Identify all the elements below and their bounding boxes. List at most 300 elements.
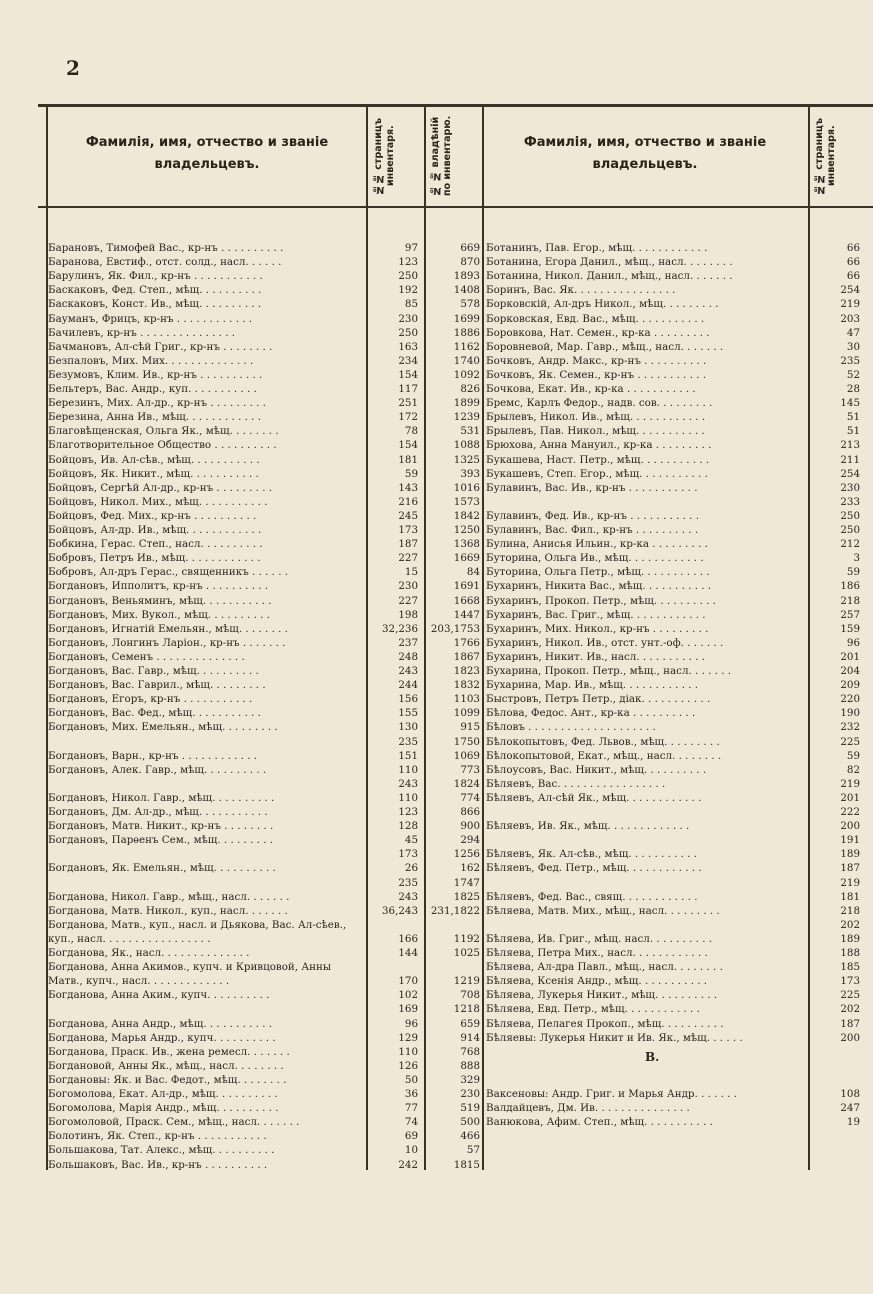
list-item — [486, 736, 862, 749]
list-item — [486, 313, 862, 326]
list-item — [48, 425, 480, 438]
list-item — [48, 1159, 480, 1172]
list-item — [48, 1018, 480, 1031]
inventory-page: 47 — [846, 326, 860, 339]
owner-name: Бухарина, Мар. Ив., мѣщ. . . . . . . . . . . . — [486, 679, 699, 692]
list-item — [486, 693, 862, 706]
holding-number: 84 — [466, 566, 480, 579]
inventory-page: 102 — [398, 989, 418, 1002]
list-item — [486, 510, 862, 523]
list-item — [48, 298, 480, 311]
owner-name: Богданова, Матв. Никол., куп., насл. . . . . . . — [48, 904, 288, 917]
inventory-page: 154 — [398, 439, 418, 452]
owner-name: Букашева, Наст. Петр., мѣщ. . . . . . . . . . . — [486, 453, 710, 466]
holding-number: 708 — [460, 989, 480, 1002]
list-item — [486, 327, 862, 340]
inventory-page: 96 — [846, 636, 860, 649]
list-item — [486, 848, 862, 861]
inventory-page: 85 — [404, 298, 418, 311]
inventory-page: 144 — [398, 947, 418, 959]
holding-number: 1219 — [453, 975, 480, 988]
inventory-page: 155 — [398, 707, 418, 720]
list-item — [48, 933, 480, 946]
holding-number: 1691 — [453, 580, 480, 593]
inventory-page: 97 — [404, 242, 418, 254]
list-item — [48, 961, 480, 974]
list-item — [48, 877, 480, 890]
list-item — [486, 665, 862, 678]
list-item — [486, 256, 862, 269]
owner-name: Бѣляева, Евд. Петр., мѣщ. . . . . . . . . . . . — [486, 1003, 700, 1016]
inventory-page: 234 — [398, 354, 418, 367]
owner-name: Березина, Анна Ив., мѣщ. . . . . . . . . . . . — [48, 411, 261, 424]
list-item — [48, 651, 480, 664]
inventory-page: 32,236 — [381, 622, 418, 635]
owner-name: Буторина, Ольга Ив., мѣщ. . . . . . . . . . . . — [486, 552, 704, 565]
owner-name: Ботанинъ, Пав. Егор., мѣщ. . . . . . . . . . . . — [486, 242, 708, 254]
owner-name: Букашевъ, Степ. Егор., мѣщ. . . . . . . . . . . — [486, 467, 708, 480]
inventory-page: 51 — [846, 411, 860, 424]
owner-name: Брюхова, Анна Мануил., кр-ка . . . . . . . . . — [486, 439, 712, 452]
owner-name: Богомоловой, Праск. Сем., мѣщ., насл. . . . . . . — [48, 1116, 300, 1129]
inventory-page: 232 — [840, 721, 860, 734]
holding-number: 870 — [460, 256, 480, 269]
list-item — [48, 595, 480, 608]
list-item — [486, 298, 862, 311]
list-item — [48, 637, 480, 650]
owner-name: Бѣляевъ, Як. Ал-сѣв., мѣщ. . . . . . . . . . . — [486, 848, 698, 861]
holding-number: 329 — [460, 1073, 480, 1086]
inventory-page: 202 — [840, 918, 860, 931]
owner-name: Богдановъ, Игнатій Емельян., мѣщ. . . . . . . . — [48, 622, 288, 635]
owner-name: Богдановъ, Семенъ . . . . . . . . . . . . . . — [48, 650, 245, 663]
owner-name: Бойцовъ, Никол. Мих., мѣщ. . . . . . . . . . . — [48, 495, 268, 508]
owner-name: Богданова, Матв., куп., насл. и Дьякова, Вас. Ал-сѣев., — [48, 918, 347, 931]
inventory-page: 45 — [404, 834, 418, 847]
list-item — [486, 933, 862, 946]
owner-name: Бухаринъ, Мих. Никол., кр-нъ . . . . . . . . . — [486, 622, 709, 635]
owner-name: Богдановы: Як. и Вас. Федот., мѣщ. . . . . . . . — [48, 1073, 287, 1086]
inventory-page: 235 — [398, 876, 418, 889]
holding-number: 1886 — [453, 326, 480, 339]
inventory-page: 198 — [398, 608, 418, 621]
list-item — [48, 1032, 480, 1045]
list-item — [486, 284, 862, 297]
holding-number: 1250 — [453, 524, 480, 536]
inventory-page: 166 — [398, 932, 418, 945]
holding-number: 1239 — [453, 411, 480, 424]
inventory-page: 30 — [846, 340, 860, 353]
inventory-page: 222 — [840, 806, 860, 818]
list-item — [486, 820, 862, 833]
owner-name: Барулинъ, Як. Фил., кр-нъ . . . . . . . . . . . — [48, 270, 263, 283]
owner-name: Богдановъ, Парѳенъ Сем., мѣщ. . . . . . . . . — [48, 834, 274, 847]
owner-name: Бѣлоусовъ, Вас. Никит., мѣщ. . . . . . . . . . — [486, 763, 707, 776]
owner-name: Бѣляевъ, Фед. Петр., мѣщ. . . . . . . . . . . . — [486, 862, 702, 875]
list-item — [486, 609, 862, 622]
list-item — [48, 1130, 480, 1143]
list-item — [486, 439, 862, 452]
list-item — [486, 1088, 862, 1101]
owner-name: Богданова, Анна Андр., мѣщ. . . . . . . . . . . — [48, 1017, 273, 1030]
top-rule — [38, 104, 873, 107]
owner-name: Буторина, Ольга Петр., мѣщ. . . . . . . . . . . — [486, 566, 710, 579]
list-item — [486, 496, 862, 509]
owner-name: Бѣляева, Ксенія Андр., мѣщ. . . . . . . . . . . — [486, 975, 708, 988]
owner-name: Безумовъ, Клим. Ив., кр-нъ . . . . . . . . . . — [48, 368, 263, 381]
inventory-page: 3 — [853, 552, 860, 565]
owner-name: Ваксеновы: Андр. Григ. и Марья Андр. . . . . . . — [486, 1088, 738, 1100]
holding-number: 1408 — [453, 284, 480, 297]
inventory-page: 28 — [846, 383, 860, 395]
owner-name: Богдановъ, Егоръ, кр-нъ . . . . . . . . . . . — [48, 693, 253, 706]
list-item — [48, 764, 480, 777]
owner-name: Богданова, Анна Аким., купч. . . . . . . . . . — [48, 989, 270, 1002]
list-item — [48, 693, 480, 706]
owner-name: Богдановъ, Матв. Никит., кр-нъ . . . . . . . . — [48, 820, 274, 833]
list-item — [48, 355, 480, 368]
holding-number: 1740 — [453, 354, 480, 367]
inventory-page: 243 — [398, 777, 418, 790]
list-item — [48, 750, 480, 763]
inventory-page: 191 — [840, 834, 860, 847]
list-item — [48, 270, 480, 283]
owner-name: Бѣляева, Ив. Григ., мѣщ. насл. . . . . . . . . . — [486, 932, 713, 945]
owner-name: Боровкова, Нат. Семен., кр-ка . . . . . . . . . — [486, 326, 710, 339]
inventory-page: 209 — [840, 679, 860, 692]
inventory-page: 51 — [846, 425, 860, 438]
inventory-page: 248 — [398, 650, 418, 663]
list-item — [48, 1102, 480, 1115]
owner-name: Богдановъ, Як. Емельян., мѣщ. . . . . . . . . . — [48, 862, 276, 875]
page-number: 2 — [66, 56, 80, 80]
inventory-page: 110 — [398, 1045, 418, 1058]
owner-name: Матв., купч., насл. . . . . . . . . . . . . — [48, 975, 230, 988]
col-divider-3 — [482, 104, 484, 1170]
holding-number: 826 — [460, 383, 480, 395]
inventory-page: 66 — [846, 256, 860, 269]
holding-number: 1162 — [453, 340, 480, 353]
holding-number: 1824 — [453, 777, 480, 790]
holding-number: 669 — [460, 242, 480, 254]
inventory-page: 202 — [840, 1003, 860, 1016]
list-item — [48, 834, 480, 847]
list-item — [486, 679, 862, 692]
holding-number: 1099 — [453, 707, 480, 720]
inventory-page: 129 — [398, 1031, 418, 1044]
list-item — [48, 891, 480, 904]
list-item — [48, 524, 480, 537]
inventory-page: 219 — [840, 876, 860, 889]
inventory-page: 200 — [840, 820, 860, 833]
holding-number: 1069 — [453, 749, 480, 762]
inventory-page: 172 — [398, 411, 418, 424]
inventory-page: 254 — [840, 284, 860, 297]
inventory-page: 186 — [840, 580, 860, 593]
list-item — [486, 834, 862, 847]
holding-number: 1750 — [453, 735, 480, 748]
inventory-page: 59 — [846, 566, 860, 579]
owner-name: Булина, Анисья Ильин., кр-ка . . . . . . . . . — [486, 538, 708, 551]
holding-number: 774 — [460, 791, 480, 804]
owner-name: Богомолова, Марія Андр., мѣщ. . . . . . . . . . — [48, 1102, 279, 1115]
inventory-page: 187 — [840, 862, 860, 875]
holding-number: 1368 — [453, 538, 480, 551]
owner-name: Богомолова, Екат. Ал-др., мѣщ. . . . . . . . . . — [48, 1088, 278, 1100]
holding-number: 1092 — [453, 368, 480, 381]
inventory-page: 181 — [398, 453, 418, 466]
list-item — [48, 792, 480, 805]
inventory-page: 15 — [404, 566, 418, 579]
header-bottom-rule — [38, 206, 873, 208]
holdings-column-header: № № владѣній по инвентарю. — [430, 115, 453, 197]
inventory-page: 181 — [840, 890, 860, 903]
owner-name: Бѣловъ . . . . . . . . . . . . . . . . . . . . — [486, 721, 656, 734]
owner-name: Богдановъ, Алек. Гавр., мѣщ. . . . . . . . . . — [48, 763, 267, 776]
holding-number: 294 — [460, 834, 480, 847]
owner-name: Ванюкова, Афим. Степ., мѣщ. . . . . . . . . . . — [486, 1116, 713, 1129]
list-item — [486, 721, 862, 734]
holding-number: 57 — [466, 1144, 480, 1157]
list-item — [48, 284, 480, 297]
inventory-page: 235 — [398, 735, 418, 748]
owner-name: Брылевъ, Никол. Ив., мѣщ. . . . . . . . . . . . — [486, 411, 706, 424]
owner-name: Бѣлова, Федос. Ант., кр-ка . . . . . . . . . . — [486, 707, 696, 720]
inventory-page: 250 — [398, 270, 418, 283]
holding-number: 768 — [460, 1045, 480, 1058]
inventory-page: 10 — [404, 1144, 418, 1157]
inventory-page: 52 — [846, 368, 860, 381]
holding-number: 1025 — [453, 947, 480, 959]
list-item — [48, 1074, 480, 1087]
owner-name: Бочкова, Екат. Ив., кр-ка . . . . . . . . . . . — [486, 383, 696, 395]
inventory-page: 235 — [840, 354, 860, 367]
inventory-page: 230 — [398, 580, 418, 593]
owner-name: Бѣлокопытовой, Екат., мѣщ., насл. . . . . . . . — [486, 749, 722, 762]
list-item — [48, 721, 480, 734]
owner-name: Богданова, Анна Акимов., купч. и Кривцовой, Анны — [48, 961, 332, 974]
owner-name: Бухаринъ, Никита Вас., мѣщ. . . . . . . . . . . — [486, 580, 712, 593]
inventory-page: 173 — [398, 524, 418, 536]
list-item — [48, 341, 480, 354]
list-item — [48, 580, 480, 593]
holding-number: 578 — [460, 298, 480, 311]
list-item — [486, 383, 862, 396]
owner-name: Бойцовъ, Ал-др. Ив., мѣщ. . . . . . . . . . . . — [48, 524, 262, 536]
owner-name: Березинъ, Мих. Ал-др., кр-нъ . . . . . . . . . — [48, 397, 266, 410]
inventory-page: 36 — [404, 1088, 418, 1100]
list-item — [486, 552, 862, 565]
inventory-page: 189 — [840, 932, 860, 945]
list-item — [486, 341, 862, 354]
list-item — [486, 806, 862, 819]
holding-number: 1447 — [453, 608, 480, 621]
holding-number: 500 — [460, 1116, 480, 1129]
owner-name: Богдановъ, Лонгинъ Ларіон., кр-нъ . . . . . . . — [48, 636, 286, 649]
list-item — [486, 355, 862, 368]
owner-name: Бойцовъ, Фед. Мих., кр-нъ . . . . . . . . . . — [48, 509, 257, 522]
inventory-page: 251 — [398, 397, 418, 410]
holding-number: 1669 — [453, 552, 480, 565]
list-item — [48, 242, 480, 255]
inventory-page: 213 — [840, 439, 860, 452]
list-item — [486, 1032, 862, 1045]
inventory-page: 244 — [398, 679, 418, 692]
list-item — [486, 411, 862, 424]
holding-number: 1825 — [453, 890, 480, 903]
owner-name: Богдановой, Анны Як., мѣщ., насл. . . . . . . . — [48, 1059, 284, 1072]
owner-name: Бѣляева, Ал-дра Павл., мѣщ., насл. . . . . . . . — [486, 961, 723, 974]
inventory-page: 154 — [398, 368, 418, 381]
inventory-page: 82 — [846, 763, 860, 776]
owner-name: Богданова, Праск. Ив., жена ремесл. . . . . . . — [48, 1045, 290, 1058]
list-item — [486, 242, 862, 255]
inventory-page: 219 — [840, 777, 860, 790]
inventory-page: 126 — [398, 1059, 418, 1072]
inventory-page: 245 — [398, 509, 418, 522]
owner-name: Бойцовъ, Як. Никит., мѣщ. . . . . . . . . . . — [48, 467, 259, 480]
inventory-page: 159 — [840, 622, 860, 635]
inventory-page: 130 — [398, 721, 418, 734]
inventory-page: 50 — [404, 1073, 418, 1086]
list-item — [48, 905, 480, 918]
holding-number: 1747 — [453, 876, 480, 889]
list-item — [48, 552, 480, 565]
list-item — [48, 510, 480, 523]
owner-name: Бачилевъ, кр-нъ . . . . . . . . . . . . . . . — [48, 326, 236, 339]
owner-name: Безпаловъ, Мих. Мих. . . . . . . . . . . . . . — [48, 354, 254, 367]
list-item — [48, 848, 480, 861]
list-item — [486, 975, 862, 988]
owner-name: Богдановъ, Мих. Емельян., мѣщ. . . . . . . . . — [48, 721, 278, 734]
list-item — [48, 439, 480, 452]
list-item — [48, 313, 480, 326]
list-item — [48, 989, 480, 1002]
inventory-page: 189 — [840, 848, 860, 861]
list-item — [48, 1088, 480, 1101]
pages-column-header-right: №№ страницъ инвентаря. — [814, 117, 837, 195]
list-item — [48, 397, 480, 410]
owner-name: Бѣляева, Петра Мих., насл. . . . . . . . . . . . — [486, 947, 708, 959]
owner-name: Бухаринъ, Вас. Григ., мѣщ. . . . . . . . . . . . — [486, 608, 706, 621]
holding-number: 1699 — [453, 312, 480, 325]
owner-name: Бухаринъ, Никол. Ив., отст. унт.-оф. . . . . . . — [486, 636, 724, 649]
inventory-page: 156 — [398, 693, 418, 706]
inventory-page: 117 — [398, 383, 418, 395]
inventory-page: 257 — [840, 608, 860, 621]
holding-number: 914 — [460, 1031, 480, 1044]
list-item — [486, 919, 862, 932]
inventory-page: 220 — [840, 693, 860, 706]
list-item — [486, 651, 862, 664]
list-item — [48, 369, 480, 382]
owner-name: Бѣляева, Пелагея Прокоп., мѣщ. . . . . . . . . . — [486, 1017, 724, 1030]
holding-number: 1867 — [453, 650, 480, 663]
list-item — [486, 1102, 862, 1115]
inventory-page: 201 — [840, 650, 860, 663]
owner-name: Богдановъ, Вас. Гаврил., мѣщ. . . . . . . . . — [48, 679, 266, 692]
owner-name: Борковская, Евд. Вас., мѣщ. . . . . . . . . . . — [486, 312, 705, 325]
owner-name: Бобровъ, Ал-дръ Герас., священникъ . . . . . . — [48, 566, 289, 579]
owner-name: Бѣляева, Матв. Мих., мѣщ., насл. . . . . . . . . — [486, 904, 720, 917]
list-item — [486, 482, 862, 495]
inventory-page: 200 — [840, 1031, 860, 1044]
inventory-page: 110 — [398, 791, 418, 804]
inventory-page: 237 — [398, 636, 418, 649]
inventory-page: 187 — [840, 1017, 860, 1030]
owner-name: Бойцовъ, Сергѣй Ал-др., кр-нъ . . . . . . . . . — [48, 481, 273, 494]
list-item — [48, 496, 480, 509]
owner-name: Боровневой, Мар. Гавр., мѣщ., насл. . . . . . . — [486, 340, 724, 353]
owner-name: Бѣляева, Лукерья Никит., мѣщ. . . . . . . . . . — [486, 989, 718, 1002]
inventory-page: 66 — [846, 242, 860, 254]
list-item — [48, 454, 480, 467]
inventory-page: 254 — [840, 467, 860, 480]
list-item — [48, 975, 480, 988]
list-item — [486, 425, 862, 438]
list-item — [48, 1144, 480, 1157]
list-item — [48, 679, 480, 692]
inventory-page: 143 — [398, 481, 418, 494]
inventory-page: 227 — [398, 594, 418, 607]
list-item — [48, 411, 480, 424]
owner-name: Борковскій, Ал-дръ Никол., мѣщ. . . . . . . . . — [486, 298, 719, 311]
list-item — [48, 947, 480, 960]
list-item — [486, 1116, 862, 1129]
owner-name: Валдайцевъ, Дм. Ив. . . . . . . . . . . . . . . — [486, 1102, 690, 1115]
owner-name: Баранова, Евстиф., отст. солд., насл. . . . . . — [48, 256, 282, 269]
inventory-page: 187 — [398, 538, 418, 551]
list-item — [486, 270, 862, 283]
owner-name: Бочковъ, Андр. Макс., кр-нъ . . . . . . . . . . — [486, 354, 707, 367]
list-item — [486, 877, 862, 890]
holding-number: 915 — [460, 721, 480, 734]
holding-number: 1256 — [453, 848, 480, 861]
list-item — [48, 1003, 480, 1016]
inventory-page: 69 — [404, 1130, 418, 1143]
owner-name: Булавинъ, Вас. Фил., кр-нъ . . . . . . . . . . — [486, 524, 699, 536]
holding-number: 203,1753 — [430, 622, 480, 635]
list-item — [486, 538, 862, 551]
inventory-page: 218 — [840, 904, 860, 917]
holding-number: 1823 — [453, 665, 480, 677]
list-item — [48, 609, 480, 622]
inventory-page: 170 — [398, 975, 418, 988]
owner-name: Бачмановъ, Ал-сѣй Григ., кр-нъ . . . . . . . . — [48, 340, 273, 353]
list-item — [486, 397, 862, 410]
list-item — [486, 595, 862, 608]
holding-number: 1325 — [453, 453, 480, 466]
inventory-page: 230 — [398, 312, 418, 325]
inventory-page: 163 — [398, 340, 418, 353]
holding-number: 1573 — [453, 495, 480, 508]
list-item — [48, 468, 480, 481]
holding-number: 1832 — [453, 679, 480, 692]
holding-number: 1893 — [453, 270, 480, 283]
inventory-page: 243 — [398, 665, 418, 677]
list-item — [48, 327, 480, 340]
holding-number: 1842 — [453, 509, 480, 522]
inventory-page: 108 — [840, 1088, 860, 1100]
owner-name: Богдановъ, Никол. Гавр., мѣщ. . . . . . . . . . — [48, 791, 275, 804]
list-item — [48, 778, 480, 791]
holding-number: 1103 — [453, 693, 480, 706]
inventory-page: 59 — [846, 749, 860, 762]
list-item — [48, 256, 480, 269]
list-item — [486, 961, 862, 974]
inventory-page: 250 — [840, 509, 860, 522]
owner-name: Баскаковъ, Конст. Ив., мѣщ. . . . . . . . . . — [48, 298, 262, 311]
